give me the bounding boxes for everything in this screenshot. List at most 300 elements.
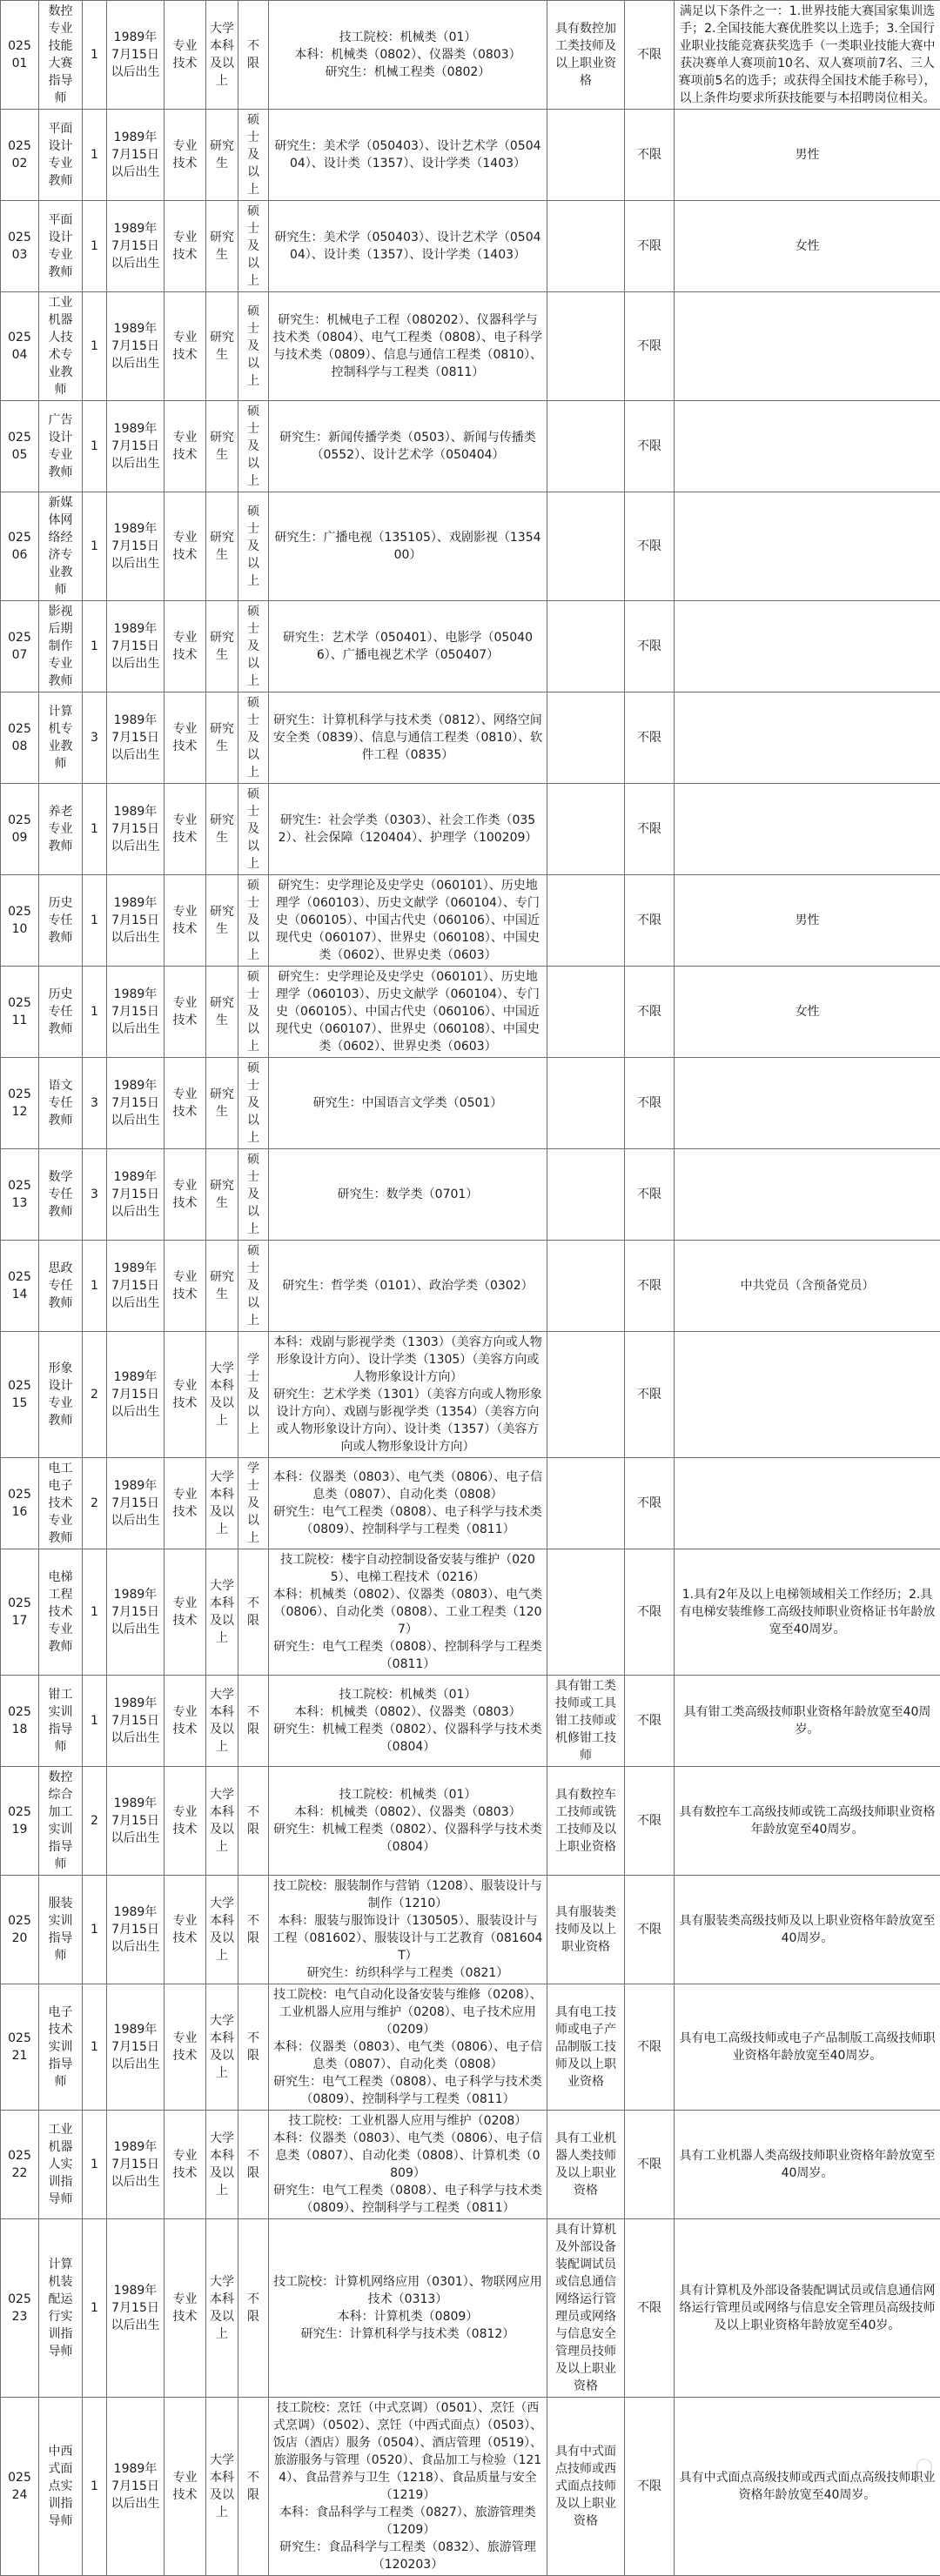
major-line: 本科：机械类（0802）、仪器类（0803） xyxy=(272,1803,543,1821)
cell-qualification: 具有工业机器人类技师及以上职业资格 xyxy=(547,2111,625,2219)
cell-post-category: 专业技术 xyxy=(164,201,206,292)
major-line: 技工院校：电气自动化设备安装与维修（0208）、工业机器人应用与维护（0208）、电子技术应用（0209） xyxy=(272,1986,543,2038)
cell-post-category: 专业技术 xyxy=(164,784,206,875)
cell-political-status: 不限 xyxy=(625,1058,675,1149)
cell-degree: 硕士及以上 xyxy=(238,492,269,601)
major-line: 研究生：机械工程类（0802） xyxy=(272,64,543,81)
cell-post-name: 历史专任教师 xyxy=(39,967,83,1058)
cell-post-name: 养老专业教师 xyxy=(39,784,83,875)
cell-post-category: 专业技术 xyxy=(164,1767,206,1876)
cell-qualification: 具有计算机及外部设备装配调试员或信息通信网络运行管理员或网络与信息安全管理员技师及以上职业资格 xyxy=(547,2219,625,2398)
cell-major-requirement xyxy=(269,2219,547,2398)
cell-post-code: 02520 xyxy=(1,1876,39,1984)
cell-headcount: 1 xyxy=(83,1984,107,2111)
major-line: 研究生：史学理论及史学史（060101）、历史地理学（060103）、历史文献学（060104）、专门史（060105）、中国古代史（060106）、中国近现代史（060107）、世界史（060108）、中国史类（0602）、世界史类（0603） xyxy=(272,877,543,964)
cell-qualification xyxy=(547,1332,625,1458)
table-row xyxy=(1,2111,940,2219)
cell-political-status: 不限 xyxy=(625,1549,675,1676)
cell-education: 大学本科及以上 xyxy=(206,1767,238,1876)
major-line: 本科：服装与服饰设计（130505）、服装设计与工程（081602）、服装设计与工艺教育（081604T） xyxy=(272,1912,543,1964)
cell-age-requirement: 1989年7月15日以后出生 xyxy=(107,784,164,875)
cell-post-category: 专业技术 xyxy=(164,492,206,601)
cell-degree: 不限 xyxy=(238,1676,269,1767)
cell-education: 研究生 xyxy=(206,110,238,201)
cell-qualification: 具有服装类技师及以上职业资格 xyxy=(547,1876,625,1984)
cell-major-requirement xyxy=(269,875,547,967)
cell-major-requirement xyxy=(269,1984,547,2111)
major-line: 研究生：美术学（050403）、设计艺术学（050404）、设计类（1357）、设计学类（1403） xyxy=(272,137,543,172)
cell-qualification: 具有电工技师或电子产品制版工技师及以上职业资格 xyxy=(547,1984,625,2111)
cell-education: 研究生 xyxy=(206,1149,238,1241)
cell-qualification xyxy=(547,784,625,875)
cell-qualification xyxy=(547,967,625,1058)
cell-political-status: 不限 xyxy=(625,201,675,292)
major-line: 本科：机械类（0802）、仪器类（0803） xyxy=(272,1703,543,1721)
cell-post-code: 02514 xyxy=(1,1241,39,1332)
cell-degree: 硕士及以上 xyxy=(238,601,269,693)
cell-post-code: 02504 xyxy=(1,292,39,401)
cell-education: 研究生 xyxy=(206,401,238,492)
cell-headcount: 2 xyxy=(83,1767,107,1876)
cell-post-name: 电子技术实训指导师 xyxy=(39,1984,83,2111)
cell-post-category: 专业技术 xyxy=(164,1149,206,1241)
table-row xyxy=(1,601,940,693)
cell-headcount: 1 xyxy=(83,401,107,492)
cell-headcount: 1 xyxy=(83,492,107,601)
cell-headcount: 1 xyxy=(83,201,107,292)
table-row xyxy=(1,2219,940,2398)
cell-age-requirement: 1989年7月15日以后出生 xyxy=(107,1767,164,1876)
cell-political-status: 不限 xyxy=(625,1149,675,1241)
cell-political-status: 不限 xyxy=(625,2111,675,2219)
cell-age-requirement: 1989年7月15日以后出生 xyxy=(107,2398,164,2576)
cell-post-code: 02501 xyxy=(1,1,39,110)
cell-education: 大学本科及以上 xyxy=(206,1984,238,2111)
cell-other-requirements: 具有计算机及外部设备装配调试员或信息通信网络运行管理员或网络与信息安全管理员高级技师及以上职业资格年龄放宽至40岁。 xyxy=(675,2219,940,2398)
cell-post-name: 中西式面点实训指导师 xyxy=(39,2398,83,2576)
major-line: 研究生：计算机科学与技术类（0812） xyxy=(272,2325,543,2343)
cell-degree: 硕士及以上 xyxy=(238,110,269,201)
cell-major-requirement xyxy=(269,1149,547,1241)
major-line: 研究生：广播电视（135105）、戏剧影视（135400） xyxy=(272,529,543,564)
cell-political-status: 不限 xyxy=(625,2219,675,2398)
cell-major-requirement xyxy=(269,1332,547,1458)
cell-education: 研究生 xyxy=(206,201,238,292)
cell-education: 大学本科及以上 xyxy=(206,1876,238,1984)
cell-qualification xyxy=(547,693,625,784)
cell-degree: 硕士及以上 xyxy=(238,1241,269,1332)
cell-major-requirement xyxy=(269,1058,547,1149)
major-line: 研究生：机械电子工程（080202）、仪器科学与技术类（0804）、电气工程类（0808）、电子科学与技术类（0809）、信息与通信工程类（0810）、控制科学与工程类（0811） xyxy=(272,311,543,381)
table-row xyxy=(1,693,940,784)
cell-degree: 不限 xyxy=(238,1549,269,1676)
cell-age-requirement: 1989年7月15日以后出生 xyxy=(107,292,164,401)
cell-headcount: 3 xyxy=(83,693,107,784)
cell-qualification xyxy=(547,1058,625,1149)
cell-post-category: 专业技术 xyxy=(164,1876,206,1984)
table-row xyxy=(1,784,940,875)
cell-post-name: 历史专任教师 xyxy=(39,875,83,967)
cell-qualification: 具有数控加工类技师及以上职业资格 xyxy=(547,1,625,110)
cell-major-requirement xyxy=(269,2111,547,2219)
cell-political-status: 不限 xyxy=(625,601,675,693)
cell-post-name: 数控专业技能大赛指导师 xyxy=(39,1,83,110)
cell-headcount: 1 xyxy=(83,292,107,401)
cell-age-requirement: 1989年7月15日以后出生 xyxy=(107,1984,164,2111)
cell-education: 研究生 xyxy=(206,1241,238,1332)
cell-post-category: 专业技术 xyxy=(164,693,206,784)
cell-education: 大学本科及以上 xyxy=(206,1,238,110)
cell-headcount: 1 xyxy=(83,1,107,110)
major-line: 研究生：史学理论及史学史（060101）、历史地理学（060103）、历史文献学（060104）、专门史（060105）、中国古代史（060106）、中国近现代史（060107）、世界史（060108）、中国史类（0602）、世界史类（0603） xyxy=(272,968,543,1055)
cell-post-category: 专业技术 xyxy=(164,1458,206,1549)
major-line: 研究生：电气工程类（0808）、电子科学与技术类（0809）、控制科学与工程类（0811） xyxy=(272,1503,543,1538)
major-line: 本科：机械类（0802）、仪器类（0803）、电气类（0806）、自动化类（0808）、工业工程类（1207） xyxy=(272,1586,543,1638)
cell-other-requirements: 具有电工高级技师或电子产品制版工高级技师职业资格年龄放宽至40周岁。 xyxy=(675,1984,940,2111)
cell-political-status: 不限 xyxy=(625,967,675,1058)
cell-qualification xyxy=(547,492,625,601)
watermark: ◯ xyxy=(916,2457,933,2475)
cell-other-requirements: 男性 xyxy=(675,110,940,201)
cell-post-name: 平面设计专业教师 xyxy=(39,110,83,201)
cell-age-requirement: 1989年7月15日以后出生 xyxy=(107,2219,164,2398)
cell-qualification xyxy=(547,875,625,967)
major-line: 本科：仪器类（0803）、电气类（0806）、电子信息类（0807）、自动化类（0808） xyxy=(272,1469,543,1503)
cell-qualification xyxy=(547,1549,625,1676)
cell-major-requirement xyxy=(269,1876,547,1984)
cell-political-status: 不限 xyxy=(625,1876,675,1984)
cell-post-category: 专业技术 xyxy=(164,401,206,492)
cell-qualification xyxy=(547,1241,625,1332)
cell-post-code: 02506 xyxy=(1,492,39,601)
major-line: 研究生：电气工程类（0808）、电子科学与技术类（0809）、控制科学与工程类（0811） xyxy=(272,2073,543,2108)
major-line: 研究生：机械工程类（0802）、仪器科学与技术类（0804） xyxy=(272,1821,543,1856)
cell-post-category: 专业技术 xyxy=(164,1984,206,2111)
cell-education: 研究生 xyxy=(206,492,238,601)
table-row xyxy=(1,875,940,967)
cell-other-requirements xyxy=(675,492,940,601)
cell-qualification: 具有数控车工技师或铣工技师及以上职业资格 xyxy=(547,1767,625,1876)
major-line: 研究生：计算机科学与技术类（0812）、网络空间安全类（0839）、信息与通信工程类（0810）、软件工程（0835） xyxy=(272,712,543,764)
cell-degree: 硕士及以上 xyxy=(238,967,269,1058)
cell-post-category: 专业技术 xyxy=(164,2111,206,2219)
cell-post-name: 广告设计专业教师 xyxy=(39,401,83,492)
cell-political-status: 不限 xyxy=(625,2398,675,2576)
cell-qualification xyxy=(547,110,625,201)
table-row xyxy=(1,401,940,492)
table-row xyxy=(1,1549,940,1676)
cell-post-name: 平面设计专业教师 xyxy=(39,201,83,292)
cell-degree: 不限 xyxy=(238,1767,269,1876)
major-line: 研究生：中国语言文学类（0501） xyxy=(272,1094,543,1112)
table-row xyxy=(1,1767,940,1876)
cell-post-code: 02513 xyxy=(1,1149,39,1241)
cell-post-name: 工业机器人技术专业教师 xyxy=(39,292,83,401)
cell-age-requirement: 1989年7月15日以后出生 xyxy=(107,1058,164,1149)
cell-post-name: 语文专任教师 xyxy=(39,1058,83,1149)
cell-political-status: 不限 xyxy=(625,1332,675,1458)
table-row xyxy=(1,1149,940,1241)
cell-post-code: 02502 xyxy=(1,110,39,201)
cell-post-name: 数控综合加工实训指导师 xyxy=(39,1767,83,1876)
cell-post-category: 专业技术 xyxy=(164,1549,206,1676)
cell-major-requirement xyxy=(269,967,547,1058)
cell-degree: 硕士及以上 xyxy=(238,693,269,784)
table-row xyxy=(1,110,940,201)
cell-post-code: 02524 xyxy=(1,2398,39,2576)
cell-other-requirements: 中共党员（含预备党员） xyxy=(675,1241,940,1332)
cell-headcount: 1 xyxy=(83,601,107,693)
major-line: 研究生：美术学（050403）、设计艺术学（050404）、设计类（1357）、设计学类（1403） xyxy=(272,229,543,264)
cell-age-requirement: 1989年7月15日以后出生 xyxy=(107,2111,164,2219)
cell-education: 研究生 xyxy=(206,875,238,967)
cell-post-name: 计算机装配运行实训指导师 xyxy=(39,2219,83,2398)
cell-headcount: 1 xyxy=(83,2111,107,2219)
cell-headcount: 1 xyxy=(83,967,107,1058)
cell-degree: 硕士及以上 xyxy=(238,201,269,292)
cell-post-category: 专业技术 xyxy=(164,2219,206,2398)
cell-political-status: 不限 xyxy=(625,784,675,875)
major-line: 技工院校：烹饪（中式烹调）（0501）、烹饪（西式烹调）（0502）、烹饪（中西式面点）（0503）、饭店（酒店）服务（0504）、酒店管理（0519）、旅游服务与管理（0520）、食品加工与检验（1214）、食品营养与卫生（1218）、食品质量与安全（1219） xyxy=(272,2399,543,2504)
cell-age-requirement: 1989年7月15日以后出生 xyxy=(107,201,164,292)
cell-degree: 硕士及以上 xyxy=(238,875,269,967)
cell-post-category: 专业技术 xyxy=(164,1676,206,1767)
cell-other-requirements xyxy=(675,292,940,401)
cell-post-name: 思政专任教师 xyxy=(39,1241,83,1332)
cell-post-code: 02523 xyxy=(1,2219,39,2398)
cell-headcount: 3 xyxy=(83,1149,107,1241)
cell-major-requirement xyxy=(269,292,547,401)
cell-education: 大学本科及以上 xyxy=(206,2111,238,2219)
cell-degree: 不限 xyxy=(238,2219,269,2398)
cell-education: 大学本科及以上 xyxy=(206,2398,238,2576)
cell-headcount: 1 xyxy=(83,875,107,967)
table-row xyxy=(1,1984,940,2111)
cell-post-category: 专业技术 xyxy=(164,1241,206,1332)
cell-other-requirements xyxy=(675,1058,940,1149)
cell-qualification xyxy=(547,201,625,292)
cell-education: 研究生 xyxy=(206,1058,238,1149)
cell-headcount: 1 xyxy=(83,1876,107,1984)
cell-major-requirement xyxy=(269,2398,547,2576)
cell-age-requirement: 1989年7月15日以后出生 xyxy=(107,875,164,967)
cell-post-category: 专业技术 xyxy=(164,1332,206,1458)
cell-post-name: 新媒体网络经济专业教师 xyxy=(39,492,83,601)
cell-headcount: 1 xyxy=(83,1241,107,1332)
cell-headcount: 1 xyxy=(83,784,107,875)
table-row xyxy=(1,2398,940,2576)
cell-political-status: 不限 xyxy=(625,292,675,401)
cell-post-code: 02507 xyxy=(1,601,39,693)
cell-post-code: 02516 xyxy=(1,1458,39,1549)
cell-post-code: 02518 xyxy=(1,1676,39,1767)
cell-degree: 不限 xyxy=(238,1984,269,2111)
major-line: 研究生：机械工程类（0802）、仪器科学与技术类（0804） xyxy=(272,1721,543,1756)
major-line: 技工院校：服装制作与营销（1208）、服装设计与制作（1210） xyxy=(272,1877,543,1912)
cell-post-name: 工业机器人实训指导师 xyxy=(39,2111,83,2219)
table-row xyxy=(1,292,940,401)
cell-degree: 硕士及以上 xyxy=(238,1149,269,1241)
cell-other-requirements: 1.具有2年及以上电梯领域相关工作经历；2.具有电梯安装维修工高级技师职业资格证书年龄放宽至40周岁。 xyxy=(675,1549,940,1676)
table-row xyxy=(1,967,940,1058)
cell-major-requirement xyxy=(269,601,547,693)
cell-age-requirement: 1989年7月15日以后出生 xyxy=(107,1676,164,1767)
major-line: 本科：戏剧与影视学类（1303）（美容方向或人物形象设计方向）、设计学类（1305）（美容方向或人物形象设计方向） xyxy=(272,1334,543,1386)
major-line: 本科：仪器类（0803）、电气类（0806）、电子信息类（0807）、自动化类（0808）、计算机类（0809） xyxy=(272,2130,543,2182)
cell-other-requirements: 具有中式面点高级技师或西式面点高级技师职业资格年龄放宽至40周岁。 xyxy=(675,2398,940,2576)
table-row xyxy=(1,492,940,601)
table-row xyxy=(1,1058,940,1149)
cell-post-code: 02509 xyxy=(1,784,39,875)
cell-age-requirement: 1989年7月15日以后出生 xyxy=(107,967,164,1058)
cell-political-status: 不限 xyxy=(625,693,675,784)
cell-other-requirements xyxy=(675,1332,940,1458)
cell-qualification xyxy=(547,292,625,401)
cell-major-requirement xyxy=(269,1,547,110)
cell-other-requirements xyxy=(675,601,940,693)
cell-political-status: 不限 xyxy=(625,1676,675,1767)
cell-age-requirement: 1989年7月15日以后出生 xyxy=(107,492,164,601)
cell-major-requirement xyxy=(269,401,547,492)
cell-post-name: 计算机专业教师 xyxy=(39,693,83,784)
cell-education: 大学本科及以上 xyxy=(206,2219,238,2398)
cell-education: 研究生 xyxy=(206,601,238,693)
cell-post-category: 专业技术 xyxy=(164,967,206,1058)
cell-age-requirement: 1989年7月15日以后出生 xyxy=(107,1241,164,1332)
cell-post-category: 专业技术 xyxy=(164,1,206,110)
cell-age-requirement: 1989年7月15日以后出生 xyxy=(107,110,164,201)
cell-age-requirement: 1989年7月15日以后出生 xyxy=(107,401,164,492)
table-row xyxy=(1,201,940,292)
cell-education: 研究生 xyxy=(206,292,238,401)
cell-age-requirement: 1989年7月15日以后出生 xyxy=(107,1549,164,1676)
major-line: 技工院校：工业机器人应用与维护（0208） xyxy=(272,2112,543,2130)
cell-post-code: 02522 xyxy=(1,2111,39,2219)
cell-political-status: 不限 xyxy=(625,1,675,110)
table-row xyxy=(1,1241,940,1332)
cell-education: 大学本科及以上 xyxy=(206,1458,238,1549)
cell-age-requirement: 1989年7月15日以后出生 xyxy=(107,693,164,784)
cell-qualification xyxy=(547,401,625,492)
cell-headcount: 1 xyxy=(83,2398,107,2576)
cell-post-name: 数学专任教师 xyxy=(39,1149,83,1241)
cell-headcount: 1 xyxy=(83,1549,107,1676)
cell-headcount: 1 xyxy=(83,2219,107,2398)
table-row xyxy=(1,1332,940,1458)
cell-post-code: 02515 xyxy=(1,1332,39,1458)
cell-other-requirements: 女性 xyxy=(675,201,940,292)
cell-political-status: 不限 xyxy=(625,1767,675,1876)
major-line: 研究生：艺术学（050401）、电影学（050406）、广播电视艺术学（050407） xyxy=(272,629,543,664)
cell-major-requirement xyxy=(269,110,547,201)
cell-other-requirements xyxy=(675,693,940,784)
cell-degree: 不限 xyxy=(238,2111,269,2219)
cell-post-category: 专业技术 xyxy=(164,875,206,967)
cell-headcount: 2 xyxy=(83,1332,107,1458)
table-row xyxy=(1,1458,940,1549)
cell-other-requirements: 具有工业机器人类高级技师职业资格年龄放宽至40周岁。 xyxy=(675,2111,940,2219)
cell-major-requirement xyxy=(269,1676,547,1767)
cell-political-status: 不限 xyxy=(625,110,675,201)
cell-major-requirement xyxy=(269,201,547,292)
cell-post-category: 专业技术 xyxy=(164,292,206,401)
cell-major-requirement xyxy=(269,1241,547,1332)
cell-other-requirements xyxy=(675,784,940,875)
major-line: 研究生：纺织科学与工程类（0821） xyxy=(272,1964,543,1982)
cell-post-name: 形象设计专业教师 xyxy=(39,1332,83,1458)
cell-age-requirement: 1989年7月15日以后出生 xyxy=(107,1332,164,1458)
cell-post-category: 专业技术 xyxy=(164,601,206,693)
major-line: 研究生：艺术学类（1301）（美容方向或人物形象设计方向）、戏剧与影视学类（1354）（美容方向或人物形象设计方向）、设计类（1357）（美容方向或人物形象设计方向） xyxy=(272,1386,543,1455)
major-line: 本科：计算机类（0809） xyxy=(272,2308,543,2325)
cell-post-code: 02517 xyxy=(1,1549,39,1676)
cell-political-status: 不限 xyxy=(625,1984,675,2111)
cell-degree: 硕士及以上 xyxy=(238,1058,269,1149)
cell-post-code: 02511 xyxy=(1,967,39,1058)
table-row xyxy=(1,1,940,110)
major-line: 技工院校：机械类（01） xyxy=(272,29,543,46)
cell-education: 研究生 xyxy=(206,693,238,784)
cell-degree: 硕士及以上 xyxy=(238,401,269,492)
cell-major-requirement xyxy=(269,784,547,875)
cell-post-name: 服装实训指导师 xyxy=(39,1876,83,1984)
cell-political-status: 不限 xyxy=(625,1458,675,1549)
cell-education: 研究生 xyxy=(206,967,238,1058)
major-line: 研究生：电气工程类（0808）、电子科学与技术类（0809）、控制科学与工程类（0811） xyxy=(272,2182,543,2217)
cell-headcount: 2 xyxy=(83,1458,107,1549)
cell-post-code: 02505 xyxy=(1,401,39,492)
cell-other-requirements: 具有服装类高级技师及以上职业资格年龄放宽至40周岁。 xyxy=(675,1876,940,1984)
cell-age-requirement: 1989年7月15日以后出生 xyxy=(107,601,164,693)
cell-degree: 不限 xyxy=(238,1,269,110)
cell-political-status: 不限 xyxy=(625,401,675,492)
cell-education: 大学本科及以上 xyxy=(206,1676,238,1767)
major-line: 研究生：哲学类（0101）、政治学类（0302） xyxy=(272,1277,543,1295)
major-line: 研究生：电气工程类（0808）、控制科学与工程类（0811） xyxy=(272,1638,543,1673)
major-line: 技工院校：楼宇自动控制设备安装与维护（0205）、电梯工程技术（0216） xyxy=(272,1551,543,1586)
cell-political-status: 不限 xyxy=(625,492,675,601)
major-line: 研究生：社会学类（0303）、社会工作类（0352）、社会保障（120404）、护理学（100209） xyxy=(272,812,543,846)
cell-post-code: 02510 xyxy=(1,875,39,967)
cell-post-code: 02512 xyxy=(1,1058,39,1149)
cell-major-requirement xyxy=(269,492,547,601)
cell-education: 大学本科及以上 xyxy=(206,1549,238,1676)
cell-major-requirement xyxy=(269,1767,547,1876)
cell-post-code: 02521 xyxy=(1,1984,39,2111)
table-row xyxy=(1,1876,940,1984)
cell-post-category: 专业技术 xyxy=(164,110,206,201)
cell-degree: 不限 xyxy=(238,2398,269,2576)
cell-other-requirements: 女性 xyxy=(675,967,940,1058)
cell-other-requirements xyxy=(675,1149,940,1241)
cell-post-name: 电梯工程技术专业教师 xyxy=(39,1549,83,1676)
cell-qualification xyxy=(547,1149,625,1241)
cell-political-status: 不限 xyxy=(625,1241,675,1332)
major-line: 研究生：数学类（0701） xyxy=(272,1186,543,1203)
cell-qualification: 具有钳工类技师或工具钳工技师或机修钳工技师 xyxy=(547,1676,625,1767)
cell-qualification xyxy=(547,1458,625,1549)
cell-degree: 硕士及以上 xyxy=(238,292,269,401)
major-line: 本科：食品科学与工程类（0827）、旅游管理类（1209） xyxy=(272,2504,543,2539)
cell-other-requirements xyxy=(675,1458,940,1549)
cell-major-requirement xyxy=(269,693,547,784)
major-line: 研究生：新闻传播学类（0503）、新闻与传播类（0552）、设计艺术学（050404） xyxy=(272,429,543,464)
cell-post-code: 02519 xyxy=(1,1767,39,1876)
cell-major-requirement xyxy=(269,1549,547,1676)
cell-qualification xyxy=(547,601,625,693)
major-line: 本科：仪器类（0803）、电气类（0806）、电子信息类（0807）、自动化类（0808） xyxy=(272,2038,543,2073)
cell-age-requirement: 1989年7月15日以后出生 xyxy=(107,1458,164,1549)
